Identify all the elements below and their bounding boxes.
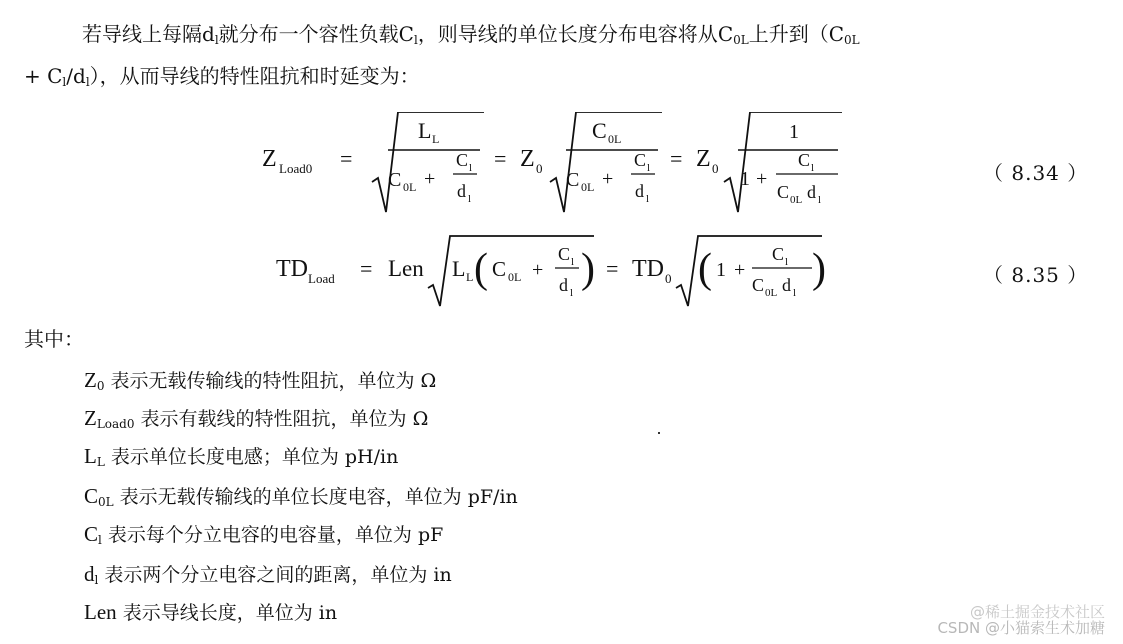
definition-z0: $Z_0$ 表示无载传输线的特性阻抗，单位为 Ω <box>84 368 437 393</box>
svg-text:1: 1 <box>789 121 799 143</box>
intro-line-2: + $C_l/d_l$），从而导线的特性阻抗和时延变为： <box>24 64 420 89</box>
intro-line-1: 若导线上每隔$d_l$就分布一个容性负载$C_l$，则导线的单位长度分布电容将从$C_{0L}$上升到（$C_{0L}$ <box>82 22 860 47</box>
svg-text:Z: Z <box>262 146 277 172</box>
svg-text:l: l <box>469 162 473 174</box>
svg-text:=: = <box>670 146 683 171</box>
svg-text:1: 1 <box>740 168 750 190</box>
watermark-csdn: CSDN @小猫索生术加糖 <box>937 619 1105 637</box>
equation-8-34 <box>262 112 882 222</box>
svg-text:d: d <box>635 181 644 201</box>
svg-text:0L: 0L <box>581 180 595 194</box>
svg-text:L: L <box>432 132 440 146</box>
svg-text:C: C <box>388 169 402 191</box>
svg-text:Len: Len <box>388 256 424 281</box>
svg-text:=: = <box>340 146 353 171</box>
where-label: 其中： <box>24 327 84 351</box>
svg-text:0L: 0L <box>790 194 803 206</box>
svg-text:0: 0 <box>665 271 672 286</box>
svg-text:l: l <box>785 256 789 268</box>
svg-text:=: = <box>606 256 619 281</box>
svg-text:l: l <box>818 194 822 206</box>
definition-len: Len 表示导线长度，单位为 in <box>84 600 338 624</box>
svg-text:L: L <box>418 118 432 143</box>
equation-number-8-35: （ 8.35 ） <box>983 263 1089 287</box>
svg-text:C: C <box>634 150 647 170</box>
svg-text:Load0: Load0 <box>279 161 313 176</box>
svg-text:C: C <box>592 118 607 143</box>
equation-8-35 <box>276 230 846 310</box>
svg-text:C: C <box>492 257 507 281</box>
svg-text:L: L <box>452 256 466 281</box>
svg-text:l: l <box>571 256 575 268</box>
svg-text:C: C <box>558 244 571 264</box>
svg-text:0: 0 <box>536 161 543 176</box>
svg-text:C: C <box>752 275 765 295</box>
svg-text:TD: TD <box>276 256 308 282</box>
svg-text:d: d <box>807 182 816 202</box>
svg-text:d: d <box>559 275 568 295</box>
svg-text:+: + <box>602 168 614 190</box>
svg-text:): ) <box>581 246 595 292</box>
svg-text:=: = <box>360 256 373 281</box>
svg-text:C: C <box>772 244 785 264</box>
svg-text:Load: Load <box>308 271 335 286</box>
svg-text:Z: Z <box>520 146 535 172</box>
svg-text:C: C <box>777 182 790 202</box>
svg-text:l: l <box>570 287 574 299</box>
equation-number-8-34: （ 8.34 ） <box>983 161 1089 185</box>
svg-text:1: 1 <box>716 259 726 281</box>
svg-text:TD: TD <box>632 256 664 282</box>
svg-text:+: + <box>532 259 544 281</box>
watermark <box>937 603 1105 638</box>
svg-text:+: + <box>424 168 436 190</box>
svg-text:): ) <box>812 246 826 292</box>
svg-text:d: d <box>782 275 791 295</box>
svg-text:0: 0 <box>712 161 719 176</box>
svg-text:l: l <box>647 162 651 174</box>
svg-text:C: C <box>566 169 580 191</box>
svg-text:l: l <box>793 287 797 299</box>
definition-dl: $d_l$ 表示两个分立电容之间的距离，单位为 in <box>84 562 452 587</box>
svg-text:l: l <box>646 193 650 205</box>
svg-text:0L: 0L <box>765 287 778 299</box>
svg-text:+: + <box>756 168 768 190</box>
scan-dot <box>658 432 660 434</box>
svg-text:(: ( <box>698 246 712 292</box>
definition-c0l: $C_{0L}$ 表示无载传输线的单位长度电容，单位为 pF/in <box>84 484 518 509</box>
svg-text:+: + <box>734 259 746 281</box>
svg-text:=: = <box>494 146 507 171</box>
svg-text:(: ( <box>474 246 488 292</box>
svg-text:L: L <box>466 270 474 284</box>
svg-text:l: l <box>811 162 815 174</box>
svg-text:C: C <box>798 150 811 170</box>
svg-text:0L: 0L <box>508 270 522 284</box>
svg-text:C: C <box>456 150 469 170</box>
svg-text:0L: 0L <box>403 180 417 194</box>
svg-text:l: l <box>468 193 472 205</box>
definition-cl: $C_l$ 表示每个分立电容的电容量，单位为 pF <box>84 522 444 547</box>
definition-ll: $L_L$ 表示单位长度电感；单位为 pH/in <box>84 444 399 469</box>
watermark-juejin: @稀土掘金技术社区 <box>969 603 1105 621</box>
svg-text:Z: Z <box>696 146 711 172</box>
svg-text:0L: 0L <box>608 132 622 146</box>
definition-zload0: $Z_{Load0}$ 表示有载线的特性阻抗，单位为 Ω <box>84 406 429 431</box>
svg-text:d: d <box>457 181 466 201</box>
